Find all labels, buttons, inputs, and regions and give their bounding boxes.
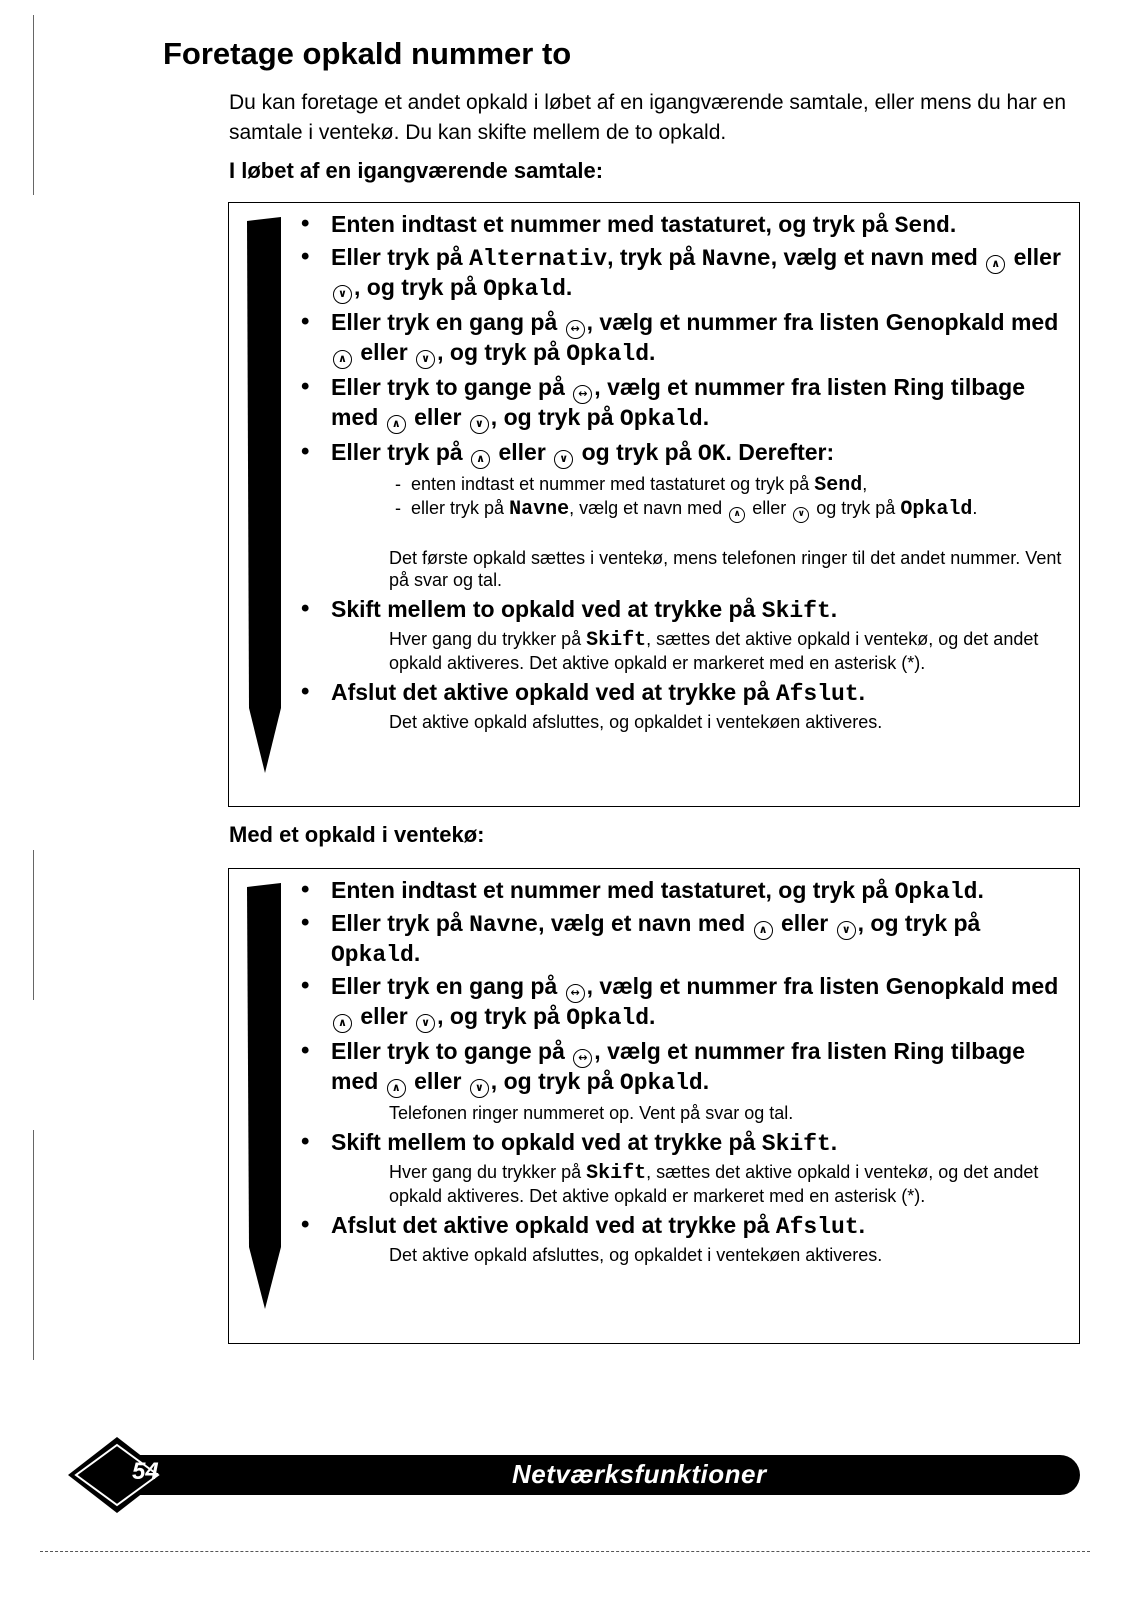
sub-item: - enten indtast et nummer med tastaturet og tryk på Send, [395, 473, 1075, 497]
down-arrow-key-icon: ∨ [333, 285, 352, 304]
down-arrow-key-icon: ∨ [416, 1014, 435, 1033]
list-item: • Enten indtast et nummer med tastaturet, og tryk på Send. [299, 211, 1075, 239]
list-item: • Eller tryk en gang på ↔ , vælg et nummer fra listen Genopkald med ∧ eller ∨ , og tryk på Opkald. [299, 973, 1075, 1033]
downward-flow-arrow-icon [247, 869, 283, 1311]
down-arrow-key-icon: ∨ [554, 450, 573, 469]
list-item: • Skift mellem to opkald ved at trykke på Skift. Hver gang du trykker på Skift, sættes det aktive opkald i ventekø, og det andet opkald aktiveres. Det aktive opkald er markeret med en asterisk (*). [299, 596, 1075, 674]
softkey-label: Opkald [331, 942, 414, 968]
page-title: Foretage opkald nummer to [163, 36, 572, 71]
up-arrow-key-icon: ∧ [333, 1014, 352, 1033]
list-item: • Afslut det aktive opkald ved at trykke på Afslut. Det aktive opkald afsluttes, og opkaldet i ventekøen aktiveres. [299, 1212, 1075, 1266]
softkey-label: Navne [509, 498, 570, 521]
sub-steps [395, 473, 1075, 523]
up-arrow-key-icon: ∧ [754, 921, 773, 940]
softkey-label: Opkald [619, 1070, 703, 1096]
margin-mark [33, 15, 34, 195]
left-right-key-icon: ↔ [573, 385, 592, 404]
list-item: • Afslut det aktive opkald ved at trykke på Afslut. Det aktive opkald afsluttes, og opkaldet i ventekøen aktiveres. [299, 679, 1075, 733]
list-item: • Skift mellem to opkald ved at trykke på Skift. Hver gang du trykker på Skift, sættes det aktive opkald i ventekø, og det andet opkald aktiveres. Det aktive opkald er markeret med en asterisk (*). [299, 1129, 1075, 1207]
page-footer [62, 1435, 1080, 1535]
step-note: Det aktive opkald afsluttes, og opkaldet i ventekøen aktiveres. [389, 1245, 883, 1265]
softkey-label: OK [697, 441, 726, 467]
up-arrow-key-icon: ∧ [333, 350, 352, 369]
up-arrow-key-icon: ∧ [387, 415, 406, 434]
list-item: • Eller tryk to gange på ↔ , vælg et nummer fra listen Ring tilbage med ∧ eller ∨ , og tryk på Opkald. Telefonen ringer nummeret op. Vent på svar og tal. [299, 1038, 1075, 1124]
softkey-label: Opkald [619, 406, 703, 432]
list-item: • Eller tryk en gang på ↔ , vælg et nummer fra listen Genopkald med ∧ eller ∨ , og tryk på Opkald. [299, 309, 1075, 369]
list-item: • Eller tryk på Alternativ, tryk på Navne, vælg et navn med ∧ eller ∨ , og tryk på Opkald. [299, 244, 1075, 304]
softkey-label: Afslut [775, 681, 859, 707]
down-arrow-key-icon: ∨ [470, 415, 489, 434]
footer-title: Netværksfunktioner [512, 1459, 767, 1489]
softkey-label: Opkald [566, 341, 650, 367]
down-arrow-key-icon: ∨ [470, 1079, 489, 1098]
softkey-label: Opkald [900, 498, 973, 521]
left-right-key-icon: ↔ [573, 1049, 592, 1068]
softkey-label: Skift [586, 1162, 647, 1185]
section1-title: I løbet af en igangværende samtale: [229, 158, 604, 183]
step-note: Telefonen ringer nummeret op. Vent på svar og tal. [389, 1103, 794, 1123]
left-right-key-icon: ↔ [566, 320, 585, 339]
step-note: Det første opkald sættes i ventekø, mens telefonen ringer til det andet nummer. Vent på svar og tal. [389, 548, 1062, 590]
softkey-label: Alternativ [469, 246, 608, 272]
up-arrow-key-icon: ∧ [986, 255, 1005, 274]
section1-box [228, 202, 1080, 807]
list-item: • Eller tryk på ∧ eller ∨ og tryk på OK. Derefter: - enten indtast et nummer med tastaturet og tryk på Send, - eller tryk på Navne, vælg et navn med ∧ eller ∨ og tryk på Opkald. Det første opkald sættes i ventekø, mens telefonen ringer til det andet nummer. Vent på svar og tal. [299, 439, 1075, 591]
page-number: 54 [132, 1458, 159, 1485]
softkey-label: Send [814, 474, 863, 497]
softkey-label: Opkald [566, 1005, 650, 1031]
margin-mark [33, 1130, 34, 1360]
list-item: • Enten indtast et nummer med tastaturet, og tryk på Opkald. [299, 877, 1075, 905]
left-right-key-icon: ↔ [566, 984, 585, 1003]
section2-box [228, 868, 1080, 1344]
down-arrow-key-icon: ∨ [837, 921, 856, 940]
downward-flow-arrow-icon [247, 203, 283, 775]
step-note: Hver gang du trykker på Skift, sættes det aktive opkald i ventekø, og det andet opkald aktiveres. Det aktive opkald er markeret med en asterisk (*). [389, 629, 1039, 673]
margin-mark [33, 850, 34, 1000]
softkey-label: Navne [469, 912, 539, 938]
list-item: • Eller tryk to gange på ↔ , vælg et nummer fra listen Ring tilbage med ∧ eller ∨ , og tryk på Opkald. [299, 374, 1075, 434]
softkey-label: Send [894, 213, 950, 239]
bottom-rule [40, 1551, 1090, 1552]
up-arrow-key-icon: ∧ [729, 507, 745, 523]
step-note: Hver gang du trykker på Skift, sættes det aktive opkald i ventekø, og det andet opkald aktiveres. Det aktive opkald er markeret med en asterisk (*). [389, 1162, 1039, 1206]
section2-steps [299, 877, 1075, 1271]
intro-paragraph: Du kan foretage et andet opkald i løbet af en igangværende samtale, eller mens du har en samtale i ventekø. Du kan skifte mellem de to opkald. [229, 91, 1067, 144]
section1-steps [299, 211, 1075, 738]
down-arrow-key-icon: ∨ [416, 350, 435, 369]
up-arrow-key-icon: ∧ [387, 1079, 406, 1098]
step-note: Det aktive opkald afsluttes, og opkaldet i ventekøen aktiveres. [389, 712, 883, 732]
softkey-label: Opkald [894, 879, 978, 905]
list-item: • Eller tryk på Navne, vælg et navn med ∧ eller ∨ , og tryk på Opkald. [299, 910, 1075, 968]
softkey-label: Afslut [775, 1214, 859, 1240]
softkey-label: Skift [761, 598, 831, 624]
softkey-label: Skift [761, 1131, 831, 1157]
sub-item: - eller tryk på Navne, vælg et navn med ∧ eller ∨ og tryk på Opkald. [395, 497, 1075, 523]
softkey-label: Navne [701, 246, 771, 272]
section2-title: Med et opkald i ventekø: [229, 822, 485, 847]
softkey-label: Opkald [483, 276, 566, 302]
softkey-label: Skift [586, 629, 647, 652]
down-arrow-key-icon: ∨ [793, 507, 809, 523]
up-arrow-key-icon: ∧ [471, 450, 490, 469]
